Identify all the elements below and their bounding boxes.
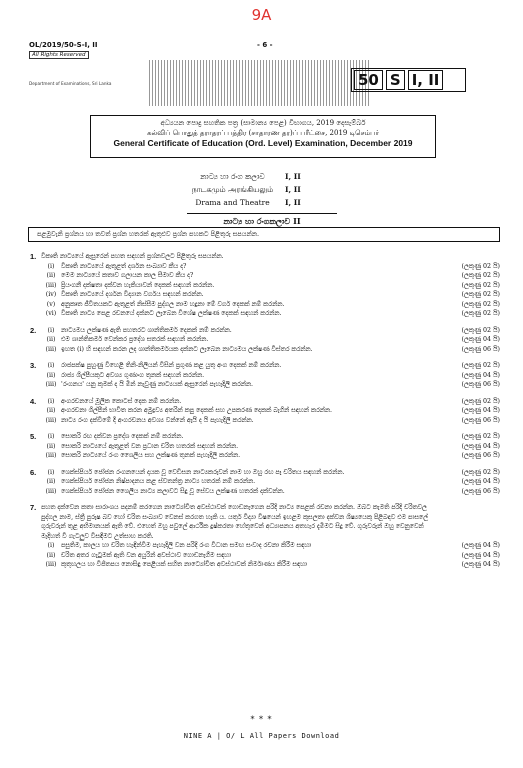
sub-question [28, 442, 500, 452]
sub-question-label: (ii) [46, 272, 56, 279]
sub-question [28, 380, 500, 390]
subject-code-series: S [386, 70, 405, 90]
marks-label: (ලකුණු 02 යි) [461, 433, 500, 440]
sub-question-text: රාජ්‍ය ශිල්පීයකුට අවශ්‍ය ගුණාංග තුනක් සඳහන් කරන්න. [61, 371, 205, 379]
sub-question-text: රාජපක්ෂ පුහුණු විහෙළි තිනි-නිලියන් විසින් ප්‍රගුණ කළ යුතු අංග දෙකක් නම් කරන්න. [61, 362, 282, 369]
question-intro [28, 503, 500, 541]
end-stars: * * * [250, 715, 273, 724]
subject-name: Drama and Theatre [195, 198, 270, 207]
question-number: 2. [30, 325, 37, 335]
sub-question [28, 487, 500, 497]
marks-label: (ලකුණු 02 යි) [461, 300, 500, 308]
marks-label: (ලකුණු 04 යි) [461, 478, 500, 485]
sub-question [28, 371, 500, 381]
header-seal-band [149, 60, 369, 106]
sub-question [28, 416, 500, 426]
sub-question-label: (ii) [46, 336, 56, 343]
marks-label: (ලකුණු 06 යි) [461, 381, 500, 388]
sub-question-text: අංගරචනා ශිල්පීන් භාවිත කරන අමුද්‍රව්‍ය අතරින් කපු දෙකක් සහ උපකරණ දෙකක් බැගින් සඳහන් කරන්න. [61, 407, 333, 414]
exam-title-box [90, 115, 436, 158]
marks-label: (ලකුණු 04 යි) [461, 407, 500, 414]
marks-label: (ලකුණු 04 යි) [461, 551, 500, 559]
question-number: 4. [30, 396, 37, 406]
footer-link[interactable]: NINE A | O/ L All Papers Download [183, 732, 340, 740]
brand-mark: 9A [251, 6, 272, 24]
sub-question-text: අනුකෘත ජීවිතයකට ඇතුළත් නිස්සීම පුද්ගල නාම හදුනා මේ වර්ග දෙකක් නම් කරන්න. [61, 300, 285, 308]
question-number: 6. [30, 467, 37, 477]
question-intro [28, 252, 500, 262]
question-3 [28, 361, 500, 390]
paper-code: OL/2019/50-S-I, II [29, 41, 98, 49]
sub-question-label: (vi) [45, 310, 57, 317]
sub-question-text: ශෙක්ස්පියර් ජෝජන රංගනයෙන් දායක වූ වෙඩිසන නාට්‍යකරුවන් නාම හා ඔහු රඟ පෑ චරිතය සඳහන් කරන්න. [61, 468, 345, 476]
question-number: 7. [30, 503, 37, 512]
sub-question [28, 309, 500, 319]
sub-question [28, 406, 500, 416]
marks-label: (ලකුණු 02 යි) [461, 468, 500, 476]
sub-question [28, 397, 500, 407]
sub-question-text: විකෘති නාට්‍යයේ දර්ශන විද්‍යාන වර්ගය සඳහන් කරන්න. [61, 291, 204, 298]
sub-question [28, 345, 500, 355]
sub-question-label: (i) [47, 397, 55, 405]
marks-label: (ලකුණු 06 යි) [461, 416, 500, 424]
marks-label: (ලකුණු 02 යි) [461, 281, 500, 289]
exam-title-tamil: கல்விப் பொதுத் தராதரப் பத்திர (சாதாரண தர)ப் பரீட்சை, 2019 டிசெம்பர் [147, 129, 379, 137]
sub-question-label: (i) [47, 326, 55, 334]
sub-question [28, 541, 500, 551]
sub-question-label: (i) [47, 262, 55, 270]
sub-question-text: ශෙක්ස්පියර් ජෝජන නිෂ්පාදනය කළ ස්වතන්ත්‍ර නාට්‍ය හතරක් නම් කරන්න. [61, 478, 256, 485]
marks-label: (ලකුණු 04 යි) [461, 371, 500, 379]
exam-title-sinhala: අධ්‍යයන පොදු සහතික පත්‍ර (සාමාන්‍ය පෙළ) විභාගය, 2019 දෙසැම්බර් [160, 119, 366, 127]
sub-question-text: සොකරි නාට්‍යයේ ඇතුළත් වන ප්‍රධාන චරිත හතරක් සඳහන් කරන්න. [61, 442, 239, 450]
question-1 [28, 252, 500, 319]
sub-question [28, 551, 500, 561]
sub-question-label: (iii) [45, 345, 57, 353]
marks-label: (ලකුණු 06 යි) [461, 487, 500, 495]
marks-label: (ලකුණු 02 යි) [461, 291, 500, 298]
sub-question-text: නාට්‍ය රංග දක්වීමේ දී අංගරචනය අවශ්‍ය වන්නේ ඇයි ද යි පැහැදිලි කරන්න. [61, 416, 254, 424]
sub-question-label: (iv) [45, 291, 57, 298]
sub-question-text: එම ශාන්තිකර්ම වෙන්කර ප්‍රදේශ සතරක් සඳහන් කරන්න. [61, 336, 209, 343]
question-intro-text: විකෘති නාට්‍යයේ ඇසුරෙන් පහත සඳහන් ප්‍රශ්නවලට පිළිතුරු සපයන්න. [41, 253, 224, 260]
sub-question-label: (iii) [45, 281, 57, 289]
marks-label: (ලකුණු 04 යි) [461, 561, 500, 568]
subject-part: I, II [285, 172, 301, 181]
sub-question [28, 468, 500, 478]
sub-question-label: (i) [47, 362, 55, 369]
marks-label: (ලකුණු 06 යි) [461, 452, 500, 459]
sub-question-text: විකෘති නාට්‍යයේ ඇතුළත් දර්ශන සංඛ්‍යාව කීය ද? [61, 262, 187, 270]
sub-question [28, 326, 500, 336]
marks-label: (ලකුණු 02 යි) [461, 362, 500, 369]
question-number: 5. [30, 432, 37, 441]
rights-notice: All Rights Reserved [29, 51, 89, 59]
question-2 [28, 326, 500, 355]
question-4 [28, 397, 500, 426]
exam-title-english: General Certificate of Education (Ord. Level) Examination, December 2019 [113, 138, 413, 148]
subject-code-box [351, 68, 466, 92]
sub-question [28, 361, 500, 371]
sub-question-label: (iii) [45, 487, 57, 495]
subject-row [180, 170, 350, 183]
sub-question-label: (v) [46, 300, 56, 308]
subject-row [180, 183, 350, 196]
subject-names [180, 170, 350, 212]
sub-question [28, 281, 500, 291]
subject-code-number: 50 [354, 70, 383, 90]
subject-row [180, 196, 350, 209]
question-5 [28, 432, 500, 461]
page-number: - 6 - [257, 41, 273, 49]
sub-question-text: කුතුහලය හා විජිතපය නොසිඳු පෙළීයක් සහිත නාට්‍යෝචිත අවස්ථාවක් නිර්මාණය කිරීම සඳහා [61, 561, 308, 568]
question-7 [28, 503, 500, 570]
sub-question-label: (ii) [46, 478, 56, 485]
department-line: Department of Examinations, Sri Lanka [29, 81, 112, 86]
subject-name: நாடகமும் அரங்கியலும் [191, 185, 274, 194]
subject-part: I, II [285, 198, 301, 207]
sub-question-text: සොකරි රඟ දක්වන ප්‍රදේශ දෙකක් නම් කරන්න. [61, 433, 184, 440]
sub-question-text: විකෘති නාට්‍ය පෙළ රචනයේ දක්නට ලැබෙන විශේෂ ලක්ෂණ දෙකක් සඳහන් කරන්න. [61, 310, 282, 317]
sub-question-text: ප්‍රියංගනී දක්ෂතා දක්වන හැකියාවන් දෙකක් සඳහන් කරන්න. [61, 281, 215, 289]
sub-question-label: (iii) [45, 561, 57, 568]
sub-question-text: ඉහත (i) හි සඳහන් කරන ලද ශාන්තිකර්මයක දක්නට ලැබෙන නාට්‍යමය ලක්ෂණ විස්තර කරන්න. [61, 345, 313, 353]
section-title: නාට්‍ය හා රංගකලාව II [187, 213, 337, 227]
marks-label: (ලකුණු 04 යි) [461, 442, 500, 450]
sub-question [28, 477, 500, 487]
sub-question-label: (ii) [46, 551, 56, 559]
sub-question-text: මෙම නාට්‍යයේ කතාව ගලායන කාල සීමාව කීය ද? [61, 272, 194, 279]
marks-label: (ලකුණු 02 යි) [461, 310, 500, 317]
sub-question [28, 335, 500, 345]
question-number: 1. [30, 252, 37, 261]
subject-part: I, II [285, 185, 301, 194]
question-list [28, 252, 500, 577]
sub-question [28, 560, 500, 570]
marks-label: (ලකුණු 02 යි) [461, 326, 500, 334]
instruction-notice: පළමුවැනි ප්‍රශ්නය හා තවත් ප්‍රශ්න හතරක් ඇතුළුව ප්‍රශ්න පහකට පිළිතුරු සපයන්න. [28, 227, 500, 242]
sub-question-label: (ii) [46, 442, 56, 450]
subject-name: නාට්‍ය හා රංග කලාව [200, 172, 265, 181]
sub-question-text: චරිත අතර ගැටුමක් ඇති වන අයුරින් අවස්ථාව ගොඩනැගීම සඳහා [61, 551, 232, 559]
sub-question-label: (iii) [45, 381, 57, 388]
sub-question-label: (iii) [45, 416, 57, 424]
marks-label: (ලකුණු 06 යි) [461, 345, 500, 353]
sub-question-label: (iii) [45, 452, 57, 459]
sub-question-label: (i) [47, 433, 55, 440]
sub-question-text: සොකරි නාට්‍යයේ රංග ශෛලිය සහ ලක්ෂණ තුනක් පැහැදිලි කරන්න. [61, 452, 241, 459]
sub-question [28, 451, 500, 461]
question-number: 3. [30, 361, 37, 370]
sub-question [28, 271, 500, 281]
sub-question-text: අංගරචනයේ මූලික කොටස් දෙක නම් කරන්න. [61, 397, 182, 405]
sub-question-text: ශෙක්ස්පියර් ජෝජන ශෛලීය නාට්‍ය කලාවට සිදු වූ සේවය ලක්ෂණ හතරක් දක්වන්න. [61, 487, 285, 495]
subject-code-parts: I, II [408, 70, 444, 90]
sub-question-label: (ii) [46, 407, 56, 414]
sub-question-label: (i) [47, 542, 55, 549]
marks-label: (ලකුණු 04 යි) [461, 542, 500, 549]
marks-label: (ලකුණු 02 යි) [461, 397, 500, 405]
marks-label: (ලකුණු 02 යි) [461, 272, 500, 279]
sub-question-label: (ii) [46, 371, 56, 379]
sub-question-text: 'රංගනය' යනු කුමක් ද යි මින් නැවුණු නාට්‍යයක් ඇසුරෙන් පැහැදිලි කරන්න. [61, 381, 254, 388]
sub-question-label: (i) [47, 468, 55, 476]
sub-question [28, 262, 500, 272]
question-6 [28, 468, 500, 497]
sub-question [28, 290, 500, 300]
sub-question [28, 432, 500, 442]
sub-question [28, 300, 500, 310]
sub-question-text: නාට්‍යමය ලක්ෂණ ඇති පහතරට ශාන්තිකර්ම දෙකක් නම් කරන්න. [61, 326, 232, 334]
marks-label: (ලකුණු 02 යි) [461, 262, 500, 270]
question-paragraph: පහත දක්වෙන කතා සාරාංශය පදනම් කරගෙන නාට්‍යෝචිත අවස්ථාවක් ගොඩනැගෙන පරිදි නාට්‍ය පෙළක් රචනා කරන්න. ඔබට කැමති පරිදි චරිතවල පුද්ගල නාම, ස්ත්‍රී පුරුෂ බව හෝ චරිත සංඛ්‍යාව වෙනස් කරගත හැකි ය. යතුර් විද්‍යා විෂයෙන් ඉහළම කුසලතා දක්වන ශිෂ්‍යයෙකු පිළිබඳව එම පාසලේ ගුරුවරුන් තුළ අභිමානයක් ඇති වේ. එහෙත් ඔහු පවුලේ ආර්ථික දුෂ්කරතා හේතුවෙන් අධ්‍යාපනය අතහැර දැමීමට සිදු වේ. ගුරුවරුන් ඔහු වෙනුවෙන් මැදිහත් වී ගැටලුව විසඳීමට උත්සාහ කරති. [41, 504, 429, 540]
sub-question-text: පසුතිම, කාලය හා චරිත හැඳින්වීම පැහැදිලි වන පරිදි රංග විධාන සමඟ සංවාද රචනා කිරීම සඳහා [61, 542, 312, 549]
marks-label: (ලකුණු 04 යි) [461, 336, 500, 343]
